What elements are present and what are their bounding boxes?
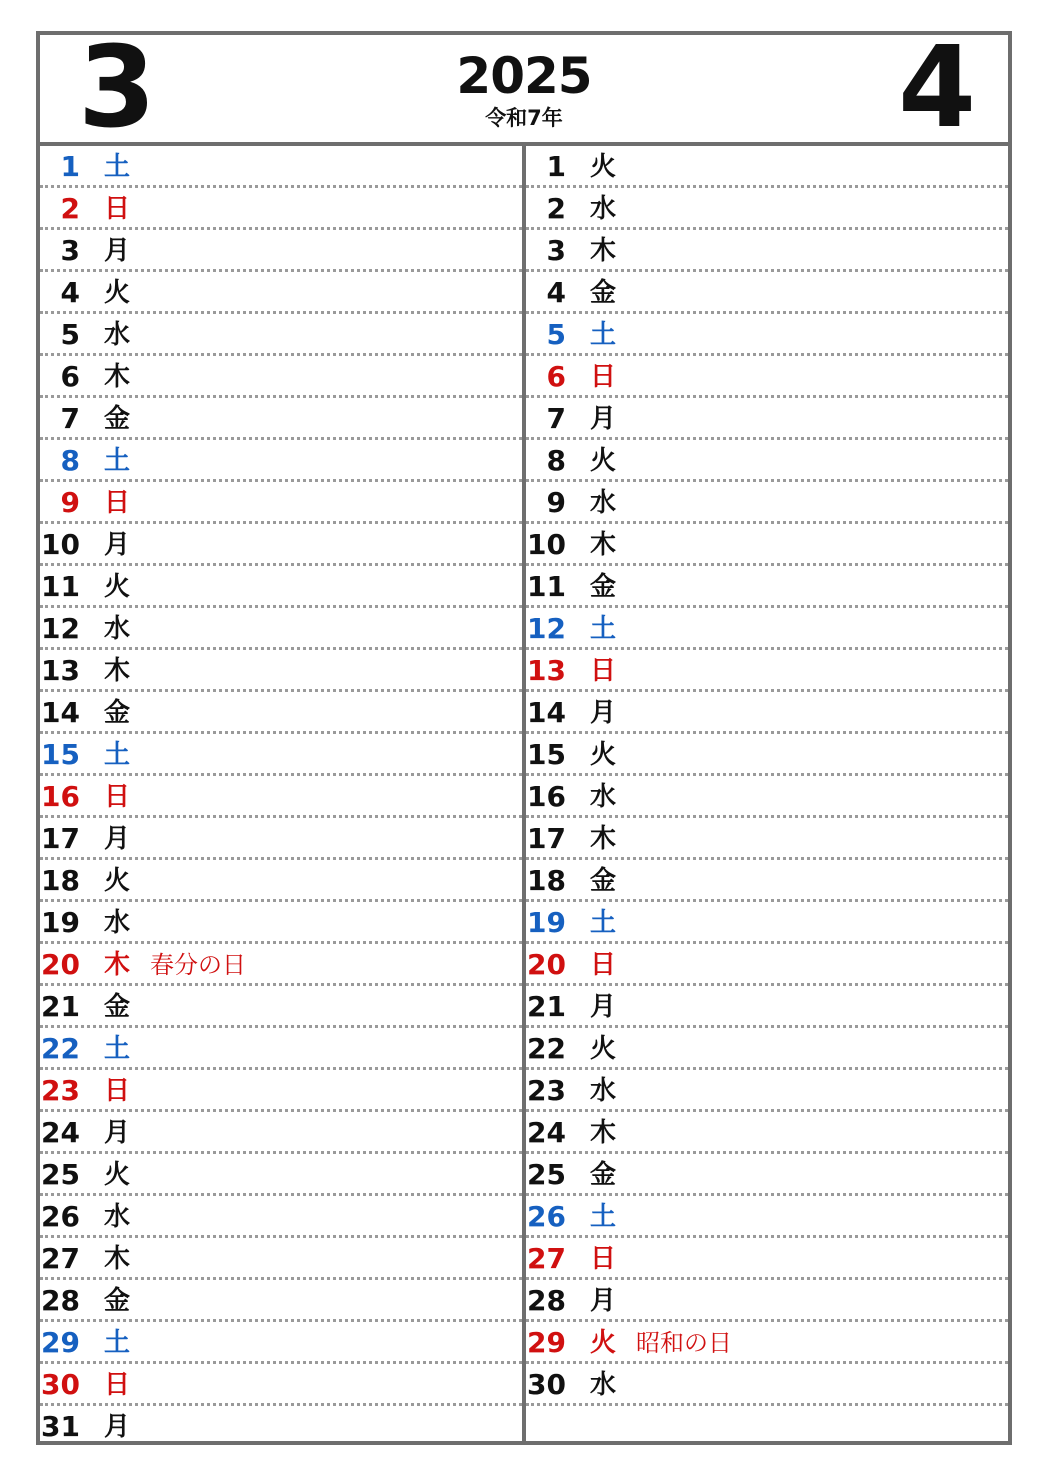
day-number: 1 (546, 150, 566, 183)
day-number: 9 (546, 486, 566, 519)
day-row (526, 1280, 1008, 1322)
weekday-label: 日 (104, 1076, 131, 1106)
day-row (40, 314, 522, 356)
weekday-label: 金 (590, 278, 617, 308)
weekday-label: 火 (590, 1034, 617, 1064)
day-row (526, 986, 1008, 1028)
weekday-label: 水 (104, 614, 131, 644)
day-number: 12 (527, 612, 566, 645)
day-number: 12 (41, 612, 80, 645)
day-number: 26 (527, 1200, 566, 1233)
year-title: 2025 (456, 47, 592, 105)
day-row (526, 1112, 1008, 1154)
weekday-label: 土 (104, 1328, 131, 1358)
day-number: 8 (546, 444, 566, 477)
day-row (40, 944, 522, 986)
day-row (526, 1154, 1008, 1196)
weekday-label: 金 (104, 1286, 131, 1316)
day-row (40, 230, 522, 272)
weekday-label: 月 (104, 824, 131, 854)
day-number: 26 (41, 1200, 80, 1233)
holiday-name: 昭和の日 (636, 1329, 732, 1357)
weekday-label: 月 (590, 698, 617, 728)
weekday-label: 金 (590, 1160, 617, 1190)
day-row (526, 902, 1008, 944)
day-number: 16 (41, 780, 80, 813)
day-number: 25 (527, 1158, 566, 1191)
weekday-label: 日 (104, 1370, 131, 1400)
weekday-label: 土 (590, 1202, 617, 1232)
day-row (40, 1364, 522, 1406)
weekday-label: 土 (104, 446, 131, 476)
weekday-label: 水 (104, 908, 131, 938)
day-row (40, 776, 522, 818)
weekday-label: 金 (590, 572, 617, 602)
day-row (40, 146, 522, 188)
day-number: 20 (41, 948, 80, 981)
day-row (40, 1154, 522, 1196)
day-row (526, 230, 1008, 272)
day-number: 30 (41, 1368, 80, 1401)
weekday-label: 水 (590, 194, 617, 224)
day-row (526, 524, 1008, 566)
day-number: 2 (60, 192, 80, 225)
day-number: 17 (527, 822, 566, 855)
weekday-label: 土 (590, 614, 617, 644)
day-row (40, 1196, 522, 1238)
day-row (526, 650, 1008, 692)
weekday-label: 木 (104, 362, 131, 392)
day-row (526, 272, 1008, 314)
day-row (526, 776, 1008, 818)
weekday-label: 水 (104, 320, 131, 350)
weekday-label: 水 (590, 1370, 617, 1400)
day-row (40, 272, 522, 314)
weekday-label: 火 (104, 572, 131, 602)
day-number: 16 (527, 780, 566, 813)
day-row (40, 440, 522, 482)
era-subtitle: 令和7年 (485, 106, 563, 130)
day-row (40, 1070, 522, 1112)
day-row (526, 944, 1008, 986)
day-row (526, 1322, 1008, 1364)
day-number: 27 (527, 1242, 566, 1275)
day-number: 5 (546, 318, 566, 351)
weekday-label: 木 (104, 656, 131, 686)
calendar-header (40, 23, 1008, 153)
day-row (526, 1406, 1008, 1448)
day-number: 3 (60, 234, 80, 267)
day-number: 13 (41, 654, 80, 687)
day-number: 29 (41, 1326, 80, 1359)
march-column (40, 146, 522, 1441)
weekday-label: 金 (104, 992, 131, 1022)
day-number: 13 (527, 654, 566, 687)
weekday-label: 日 (104, 782, 131, 812)
day-number: 17 (41, 822, 80, 855)
day-number: 19 (41, 906, 80, 939)
day-number: 25 (41, 1158, 80, 1191)
day-row (526, 1364, 1008, 1406)
day-row (40, 524, 522, 566)
day-number: 10 (527, 528, 566, 561)
weekday-label: 火 (104, 866, 131, 896)
day-number: 9 (60, 486, 80, 519)
day-row (40, 1028, 522, 1070)
day-row (40, 902, 522, 944)
day-row (526, 734, 1008, 776)
weekday-label: 日 (590, 362, 617, 392)
weekday-label: 月 (590, 404, 617, 434)
weekday-label: 金 (590, 866, 617, 896)
day-number: 3 (546, 234, 566, 267)
day-row (40, 860, 522, 902)
weekday-label: 木 (104, 950, 131, 980)
day-number: 28 (527, 1284, 566, 1317)
day-row (526, 188, 1008, 230)
day-row (526, 314, 1008, 356)
weekday-label: 金 (104, 404, 131, 434)
day-number: 8 (60, 444, 80, 477)
day-number: 15 (527, 738, 566, 771)
day-row (40, 818, 522, 860)
day-number: 4 (60, 276, 80, 309)
weekday-label: 月 (104, 236, 131, 266)
day-number: 29 (527, 1326, 566, 1359)
day-number: 5 (60, 318, 80, 351)
day-row (40, 1406, 522, 1448)
day-row (526, 860, 1008, 902)
weekday-label: 木 (590, 236, 617, 266)
weekday-label: 日 (590, 656, 617, 686)
day-number: 30 (527, 1368, 566, 1401)
day-number: 23 (41, 1074, 80, 1107)
weekday-label: 月 (104, 530, 131, 560)
day-row (526, 398, 1008, 440)
day-row (40, 482, 522, 524)
day-number: 2 (546, 192, 566, 225)
weekday-label: 水 (104, 1202, 131, 1232)
weekday-label: 火 (104, 1160, 131, 1190)
day-number: 7 (60, 402, 80, 435)
day-number: 28 (41, 1284, 80, 1317)
weekday-label: 火 (590, 1328, 617, 1358)
day-row (40, 734, 522, 776)
day-number: 18 (41, 864, 80, 897)
day-row (526, 146, 1008, 188)
day-number: 18 (527, 864, 566, 897)
day-row (526, 356, 1008, 398)
left-month-number: 3 (78, 23, 156, 153)
day-row (40, 1238, 522, 1280)
weekday-label: 日 (104, 488, 131, 518)
weekday-label: 水 (590, 488, 617, 518)
weekday-label: 水 (590, 782, 617, 812)
day-number: 24 (527, 1116, 566, 1149)
weekday-label: 月 (104, 1118, 131, 1148)
day-row (526, 1070, 1008, 1112)
day-number: 14 (527, 696, 566, 729)
weekday-label: 木 (104, 1244, 131, 1274)
day-number: 20 (527, 948, 566, 981)
day-row (526, 1238, 1008, 1280)
weekday-label: 月 (104, 1412, 131, 1442)
weekday-label: 火 (590, 446, 617, 476)
day-number: 11 (41, 570, 80, 603)
weekday-label: 日 (590, 1244, 617, 1274)
april-column (526, 146, 1008, 1441)
day-row (40, 692, 522, 734)
weekday-label: 土 (104, 1034, 131, 1064)
day-number: 22 (527, 1032, 566, 1065)
day-number: 6 (546, 360, 566, 393)
holiday-name: 春分の日 (150, 951, 246, 979)
day-number: 15 (41, 738, 80, 771)
day-row (40, 356, 522, 398)
weekday-label: 日 (590, 950, 617, 980)
weekday-label: 土 (104, 740, 131, 770)
day-number: 21 (527, 990, 566, 1023)
day-row (40, 650, 522, 692)
weekday-label: 月 (590, 1286, 617, 1316)
day-row (40, 566, 522, 608)
day-number: 11 (527, 570, 566, 603)
day-row (526, 1028, 1008, 1070)
right-month-number: 4 (898, 23, 976, 153)
day-row (40, 986, 522, 1028)
day-row (526, 566, 1008, 608)
day-number: 21 (41, 990, 80, 1023)
day-number: 22 (41, 1032, 80, 1065)
day-number: 7 (546, 402, 566, 435)
day-row (40, 1112, 522, 1154)
day-row (526, 1196, 1008, 1238)
day-number: 14 (41, 696, 80, 729)
day-row (526, 608, 1008, 650)
day-number: 23 (527, 1074, 566, 1107)
day-number: 1 (60, 150, 80, 183)
day-number: 31 (41, 1410, 80, 1443)
day-number: 6 (60, 360, 80, 393)
day-number: 4 (546, 276, 566, 309)
calendar-sheet (36, 23, 1012, 1445)
weekday-label: 火 (590, 152, 617, 182)
weekday-label: 木 (590, 1118, 617, 1148)
weekday-label: 金 (104, 698, 131, 728)
weekday-label: 水 (590, 1076, 617, 1106)
weekday-label: 日 (104, 194, 131, 224)
day-row (526, 482, 1008, 524)
day-row (40, 1322, 522, 1364)
weekday-label: 月 (590, 992, 617, 1022)
day-number: 24 (41, 1116, 80, 1149)
day-row (526, 692, 1008, 734)
weekday-label: 火 (590, 740, 617, 770)
day-row (40, 398, 522, 440)
day-row (40, 188, 522, 230)
day-row (40, 608, 522, 650)
weekday-label: 土 (590, 320, 617, 350)
weekday-label: 木 (590, 824, 617, 854)
day-row (526, 440, 1008, 482)
day-row (526, 818, 1008, 860)
weekday-label: 土 (104, 152, 131, 182)
weekday-label: 火 (104, 278, 131, 308)
day-row (40, 1280, 522, 1322)
weekday-label: 土 (590, 908, 617, 938)
day-number: 27 (41, 1242, 80, 1275)
weekday-label: 木 (590, 530, 617, 560)
day-number: 10 (41, 528, 80, 561)
day-number: 19 (527, 906, 566, 939)
